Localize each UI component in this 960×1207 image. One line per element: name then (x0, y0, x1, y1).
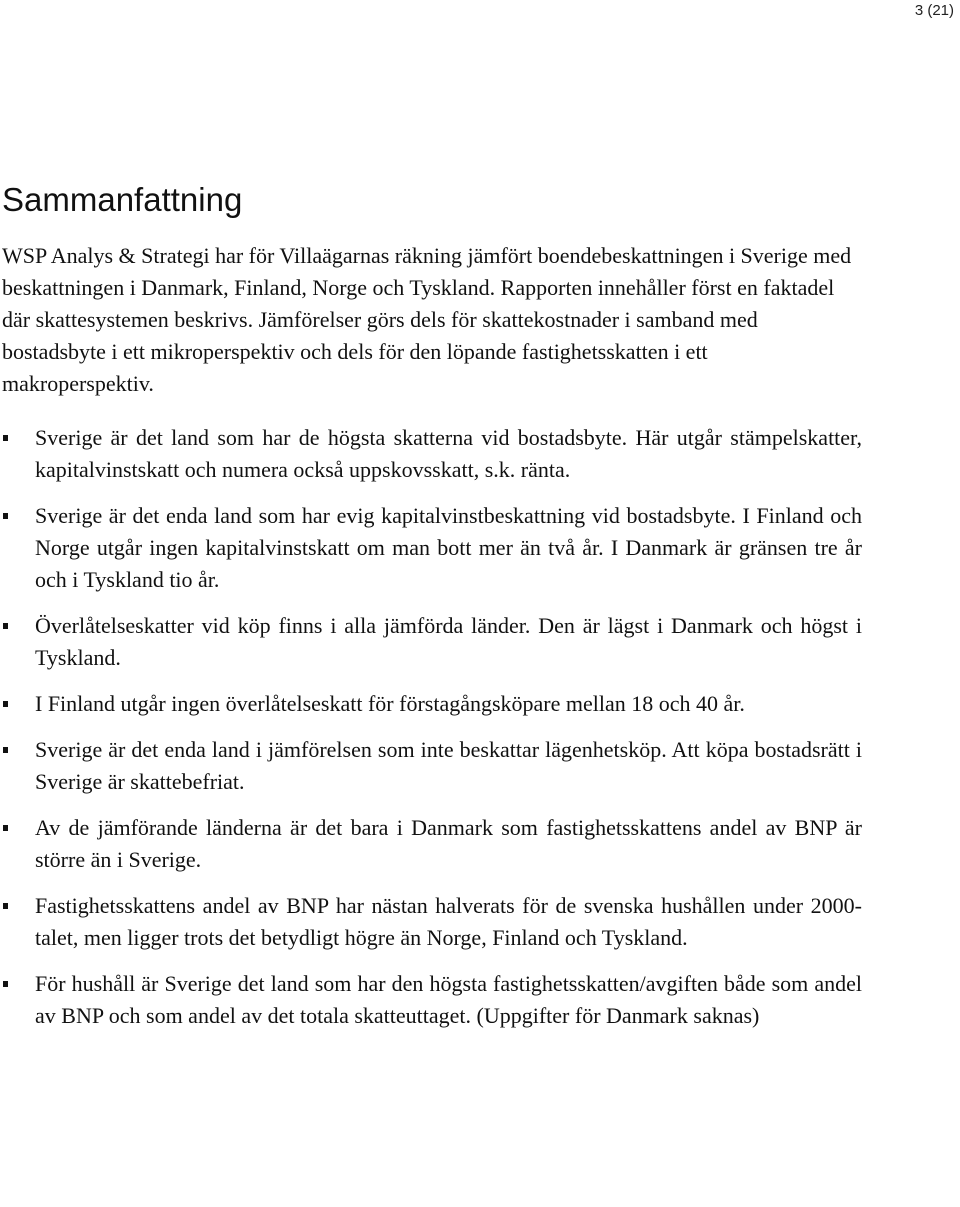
bullet-text: Överlåtelseskatter vid köp finns i alla jämförda länder. Den är lägst i Danmark och högst i Tyskland. (35, 613, 862, 670)
bullet-text: Sverige är det enda land som har evig kapitalvinstbeskattning vid bostadsbyte. I Finland och Norge utgår ingen kapitalvinstskatt om man bott mer än två år. I Danmark är gränsen tre år och i Tyskland tio år. (35, 503, 862, 592)
square-bullet-icon (3, 435, 8, 441)
bullet-item (2, 500, 862, 596)
bullet-item (2, 610, 862, 674)
square-bullet-icon (3, 513, 8, 519)
square-bullet-icon (3, 981, 8, 987)
bullet-item (2, 890, 862, 954)
intro-paragraph: WSP Analys & Strategi har för Villaägarnas räkning jämfört boendebeskattningen i Sverige med beskattningen i Danmark, Finland, Norge och Tyskland. Rapporten innehåller först en faktadel där skattesystemen beskrivs. Jämförelser görs dels för skattekostnader i samband med bostadsbyte i ett mikroperspektiv och dels för den löpande fastighetsskatten i ett makroperspektiv. (2, 243, 852, 396)
square-bullet-icon (3, 701, 8, 707)
bullet-text: I Finland utgår ingen överlåtelseskatt för förstagångsköpare mellan 18 och 40 år. (35, 691, 745, 716)
square-bullet-icon (3, 623, 8, 629)
bullet-text: Sverige är det enda land i jämförelsen som inte beskattar lägenhetsköp. Att köpa bostadsrätt i Sverige är skattebefriat. (35, 737, 862, 794)
bullet-item (2, 812, 862, 876)
section-heading: Sammanfattning (2, 181, 243, 218)
square-bullet-icon (3, 747, 8, 753)
page-number: 3 (21) (914, 2, 954, 19)
square-bullet-icon (3, 903, 8, 909)
bullet-item (2, 734, 862, 798)
bullet-text: För hushåll är Sverige det land som har den högsta fastighetsskatten/avgiften både som andel av BNP och som andel av det totala skatteuttaget. (Uppgifter för Danmark saknas) (35, 971, 862, 1028)
bullet-item (2, 688, 862, 720)
bullet-item (2, 422, 862, 486)
bullet-list (2, 422, 862, 1032)
bullet-text: Sverige är det land som har de högsta skatterna vid bostadsbyte. Här utgår stämpelskatter, kapitalvinstskatt och numera också uppskovsskatt, s.k. ränta. (35, 425, 862, 482)
bullet-item (2, 968, 862, 1032)
bullet-text: Av de jämförande länderna är det bara i Danmark som fastighetsskattens andel av BNP är större än i Sverige. (35, 815, 862, 872)
document-body (2, 176, 862, 1046)
square-bullet-icon (3, 825, 8, 831)
bullet-text: Fastighetsskattens andel av BNP har nästan halverats för de svenska hushållen under 2000-talet, men ligger trots det betydligt högre än Norge, Finland och Tyskland. (35, 893, 862, 950)
